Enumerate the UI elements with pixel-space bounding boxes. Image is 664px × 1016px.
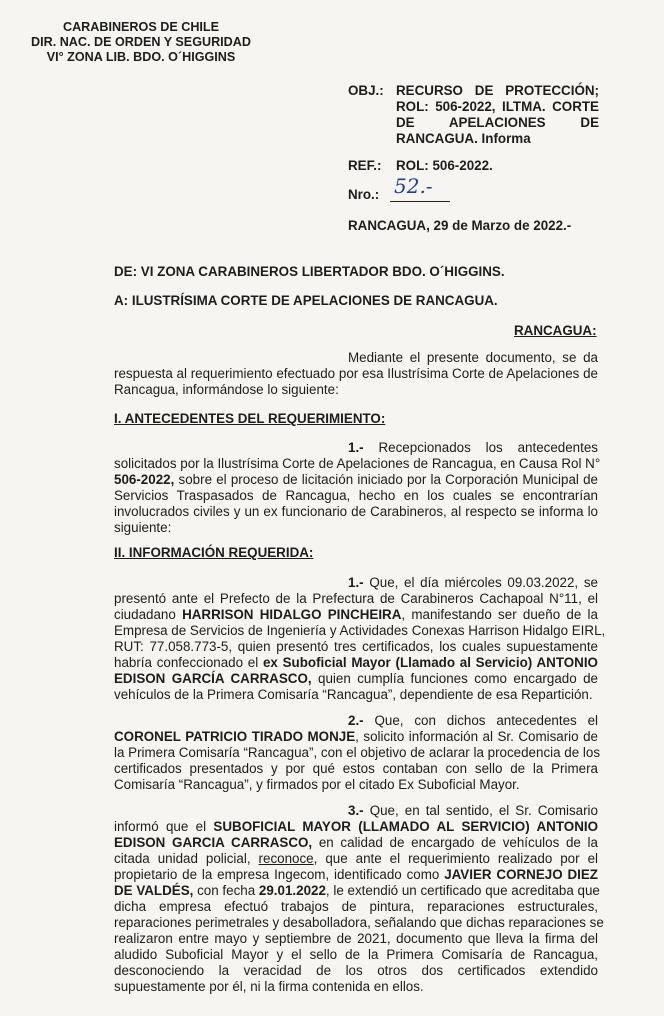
section-2-paragraph-2 xyxy=(114,713,601,793)
intro-line-2: respuesta al requerimiento efectuado por esa Ilustrísima Corte de Apelaciones de xyxy=(114,366,598,381)
obj-line-4: RANCAGUA. Informa xyxy=(396,131,531,146)
s1p1-line-6: siguiente: xyxy=(114,520,172,535)
obj-line-3: DE APELACIONES DE xyxy=(396,115,599,130)
section-2-paragraph-3 xyxy=(114,803,604,995)
city-heading: RANCAGUA: xyxy=(514,323,597,338)
s2p3-reconoce: reconoce xyxy=(258,851,314,866)
s1p1-first: Recepcionados los antecedentes xyxy=(378,440,598,455)
s1p1-number: 1.- xyxy=(348,440,364,455)
s2p3-l2b: SUBOFICIAL MAYOR (LLAMADO AL SERVICIO) ANTONIO xyxy=(213,819,598,834)
s2p3-l5a: propietario de la empresa Ingecom, identificado como xyxy=(114,867,445,882)
obj-line-1: RECURSO DE PROTECCIÓN; xyxy=(396,83,599,98)
s2p3-l6b: con fecha xyxy=(193,883,259,898)
s2p3-line-4 xyxy=(114,851,598,867)
s2p2-line-3: la Primera Comisaría “Rancagua”, con el objetivo de aclarar la procedencia de los xyxy=(114,745,601,760)
s2p3-line-8: reparaciones perimetrales y desabolladora, señalando que dichas reparaciones se xyxy=(114,915,604,930)
s2p2-line-2 xyxy=(114,729,598,745)
obj-label: OBJ.: xyxy=(348,83,384,98)
s1p1-line-2: solicitados por la Ilustrísima Corte de Apelaciones de Rancagua, en Causa Rol N° xyxy=(114,456,601,471)
s2p1-first: Que, el día miércoles 09.03.2022, se xyxy=(369,575,598,590)
s1p1-line-3-rest: sobre el proceso de licitación iniciado por la Corporación Municipal de xyxy=(174,472,598,487)
s2p3-l6a: DE VALDÉS, xyxy=(114,883,194,898)
s2p1-line-2: presentó ante el Prefecto de la Prefectura de Carabineros Cachapoal N°11, el xyxy=(114,591,598,606)
s2p3-line-2 xyxy=(114,819,598,835)
letterhead-line-2: DIR. NAC. DE ORDEN Y SEGURIDAD xyxy=(31,35,251,49)
s1p1-rol: 506-2022, xyxy=(114,472,175,487)
s2p2-coronel: CORONEL PATRICIO TIRADO MONJE xyxy=(114,729,356,744)
date-line: RANCAGUA, 29 de Marzo de 2022.- xyxy=(348,218,572,233)
ref-value: ROL: 506-2022. xyxy=(396,158,493,173)
s2p1-name-harrison: HARRISON HIDALGO PINCHEIRA xyxy=(182,607,402,622)
s2p3-l6d: , le extendió un certificado que acreditaba que xyxy=(325,883,600,898)
s2p3-line-6 xyxy=(114,883,598,899)
s2p1-line-8: vehículos de la Primera Comisaría “Rancagua”, dependiente de esa Repartición. xyxy=(114,687,593,702)
s2p3-line-9: realizaron entre mayo y septiembre de 2021, documento que lleva la firma del xyxy=(114,931,598,946)
nro-underline xyxy=(390,201,450,202)
s2p3-l4a: citada unidad policial, xyxy=(114,851,259,866)
obj-line-2: ROL: 506-2022, ILTMA. CORTE xyxy=(396,99,599,114)
s2p2-line-1 xyxy=(114,713,598,729)
letterhead xyxy=(22,20,260,65)
s2p3-line-11: desconociendo la veracidad de los otros dos certificados extendido xyxy=(114,963,598,978)
s2p1-line-7 xyxy=(114,671,598,687)
ref-label: REF.: xyxy=(348,158,382,173)
s2p1-l7a: EDISON GARCÍA CARRASCO, xyxy=(114,671,312,686)
s2p3-l2a: informó que el xyxy=(114,819,214,834)
s2p3-line-12: supuestamente por él, ni la firma contenida en ellos. xyxy=(114,979,424,994)
section-1-title: I. ANTECEDENTES DEL REQUERIMIENTO: xyxy=(114,411,386,426)
intro-line-1: Mediante el presente documento, se da xyxy=(348,350,598,365)
letterhead-line-3: VI° ZONA LIB. BDO. O´HIGGINS xyxy=(46,50,236,64)
s2p3-l5b: JAVIER CORNEJO DIEZ xyxy=(444,867,598,882)
s2p1-line-3 xyxy=(114,607,598,623)
nro-handwritten-value: 52.- xyxy=(394,174,433,198)
s2p3-l3b: en calidad de encargado de vehículos de la xyxy=(312,835,598,850)
s1p1-line-5: involucrados civiles y un ex funcionario de Carabineros, al respecto se informa lo xyxy=(114,504,598,519)
section-2-title: II. INFORMACIÓN REQUERIDA: xyxy=(114,545,314,560)
s2p3-line-3 xyxy=(114,835,598,851)
sender-line: DE: VI ZONA CARABINEROS LIBERTADOR BDO. O´HIGGINS. xyxy=(114,264,505,279)
s2p3-line-7: dicha empresa efectuó trabajos de pintura, reparaciones estructurales, xyxy=(114,899,598,914)
s2p3-l6c: 29.01.2022 xyxy=(258,883,326,898)
s2p1-line-1 xyxy=(114,575,598,591)
nro-label: Nro.: xyxy=(348,187,380,202)
s2p2-line-5: Comisaría “Rancagua”, y firmados por el citado Ex Suboficial Mayor. xyxy=(114,777,520,792)
section-1-paragraph-1 xyxy=(114,440,601,536)
s2p2-line-4: certificados presentados y por qué estos contaban con sello de la Primera xyxy=(114,761,598,776)
intro-paragraph xyxy=(114,350,598,398)
s2p1-l3c: , manifestando ser dueño de la xyxy=(401,607,598,622)
s1p1-line-4: Servicios Traspasados de Rancagua, hecho en los cuales se encontrarían xyxy=(114,488,598,503)
s2p1-l3a: ciudadano xyxy=(114,607,183,622)
s2p3-l4c: , que ante el requerimiento realizado por el xyxy=(313,851,598,866)
s2p3-number: 3.- xyxy=(348,803,364,818)
s2p1-line-6 xyxy=(114,655,598,671)
letterhead-line-1: CARABINEROS DE CHILE xyxy=(62,20,220,34)
s2p1-line-5: RUT: 77.058.773-5, quien presentó tres certificados, los cuales supuestamente xyxy=(114,639,598,654)
section-2-paragraph-1 xyxy=(114,575,606,703)
s2p2-l2b: , solicito información al Sr. Comisario de xyxy=(355,729,598,744)
s2p3-l3a: EDISON GARCIA CARRASCO, xyxy=(114,835,313,850)
recipient-line: A: ILUSTRÍSIMA CORTE DE APELACIONES DE RANCAGUA. xyxy=(114,293,498,308)
s2p1-line-4: Empresa de Servicios de Ingeniería y Actividades Conexas Harrison Hidalgo EIRL, xyxy=(114,623,606,638)
s2p3-line-5 xyxy=(114,867,598,883)
s2p1-l6a: habría confeccionado el xyxy=(114,655,263,670)
s2p3-line-10: aludido Suboficial Mayor y el sello de la Primera Comisaría de Rancagua, xyxy=(114,947,598,962)
s2p3-first: Que, en tal sentido, el Sr. Comisario xyxy=(369,803,598,818)
s2p3-line-1 xyxy=(114,803,598,819)
s2p1-number: 1.- xyxy=(348,575,364,590)
s2p1-l7b: quien cumplía funciones como encargado de xyxy=(311,671,598,686)
s1p1-line-1 xyxy=(114,440,598,456)
s1p1-line-3 xyxy=(114,472,598,488)
obj-text xyxy=(396,83,599,147)
s2p2-first: Que, con dichos antecedentes el xyxy=(374,713,598,728)
intro-line-3: Rancagua, informándose lo siguiente: xyxy=(114,382,339,397)
s2p1-l6b: ex Suboficial Mayor (Llamado al Servicio) ANTONIO xyxy=(262,655,598,670)
s2p2-number: 2.- xyxy=(348,713,364,728)
